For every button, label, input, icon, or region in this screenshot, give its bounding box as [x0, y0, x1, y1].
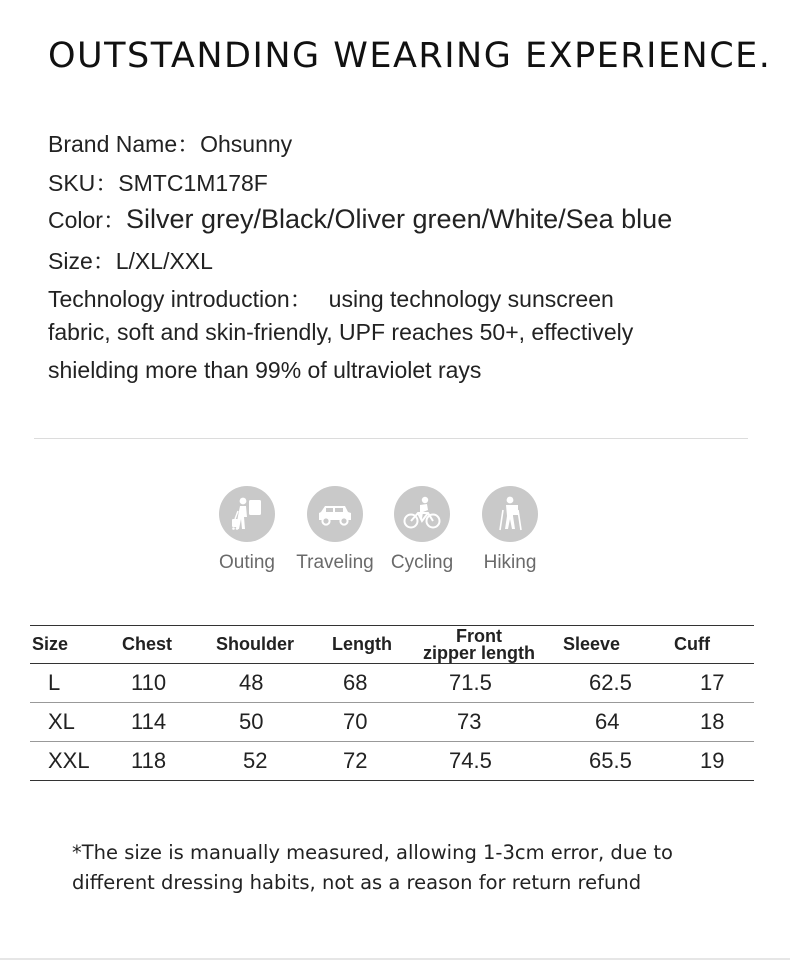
header-sleeve: Sleeve [545, 626, 662, 664]
activity-cycling [372, 486, 472, 574]
measurement-note-line1: *The size is manually measured, allowing 1-3cm error, due to [72, 841, 673, 864]
measurement-note [72, 838, 752, 898]
spec-technology [48, 281, 614, 314]
measurement-note-line2: different dressing habits, not as a reason for return refund [72, 871, 642, 894]
cyclist-icon [394, 486, 450, 542]
activity-outing-label: Outing [219, 552, 275, 573]
header-shoulder: Shoulder [201, 626, 319, 664]
cell-length: 72 [319, 742, 413, 781]
activity-traveling-label: Traveling [296, 552, 374, 573]
spec-color [48, 202, 672, 235]
table-row [30, 742, 754, 781]
bottom-divider [0, 958, 790, 960]
header-chest: Chest [108, 626, 201, 664]
spec-brand-label: Brand Name： [48, 131, 201, 157]
activity-hiking-label: Hiking [483, 552, 537, 573]
cell-sleeve: 65.5 [545, 742, 662, 781]
spec-size-label: Size： [48, 248, 116, 274]
cell-cuff: 18 [662, 703, 754, 742]
spec-sku-label: SKU： [48, 170, 119, 196]
size-table-header [30, 626, 754, 664]
cell-length: 68 [319, 664, 413, 703]
hiker-with-poles-icon [482, 486, 538, 542]
size-table [30, 625, 754, 781]
spec-sku [48, 165, 268, 198]
spec-color-value: Silver grey/Black/Oliver green/White/Sea blue [125, 204, 673, 234]
cell-shoulder: 48 [201, 664, 319, 703]
cell-cuff: 19 [662, 742, 754, 781]
header-front: Front [456, 625, 502, 646]
spec-technology-label: Technology introduction： [48, 286, 313, 312]
hiker-with-suitcase-icon [219, 486, 275, 542]
activity-traveling [285, 486, 385, 574]
spec-color-label: Color： [48, 207, 126, 233]
cell-front-zipper-length: 73 [413, 703, 545, 742]
header-cuff: Cuff [662, 626, 754, 664]
activity-outing [197, 486, 297, 574]
spec-technology-line3: shielding more than 99% of ultraviolet rays [48, 357, 482, 383]
activity-hiking [460, 486, 560, 574]
cell-front-zipper-length: 74.5 [413, 742, 545, 781]
cell-shoulder: 50 [201, 703, 319, 742]
spec-size-value: L/XL/XXL [115, 248, 213, 274]
spec-brand-value: Ohsunny [200, 131, 293, 157]
header-zipper-length: zipper length [423, 642, 535, 663]
header-length: Length [319, 626, 413, 664]
spec-size [48, 243, 213, 276]
car-icon [307, 486, 363, 542]
cell-size: XXL [30, 742, 108, 781]
cell-chest: 118 [108, 742, 201, 781]
cell-chest: 114 [108, 703, 201, 742]
header-front-zipper-length [413, 626, 545, 664]
cell-sleeve: 64 [545, 703, 662, 742]
spec-technology-line1: using technology sunscreen [328, 286, 614, 312]
spec-brand [48, 126, 292, 159]
activity-cycling-label: Cycling [390, 552, 454, 573]
section-divider [34, 438, 748, 439]
spec-sku-value: SMTC1M178F [118, 170, 268, 196]
cell-chest: 110 [108, 664, 201, 703]
page-headline: OUTSTANDING WEARING EXPERIENCE. [48, 36, 772, 76]
spec-technology-line2: fabric, soft and skin-friendly, UPF reaches 50+, effectively [48, 319, 634, 345]
table-row [30, 703, 754, 742]
cell-length: 70 [319, 703, 413, 742]
header-size: Size [30, 626, 108, 664]
cell-size: L [30, 664, 108, 703]
cell-front-zipper-length: 71.5 [413, 664, 545, 703]
cell-sleeve: 62.5 [545, 664, 662, 703]
table-row [30, 664, 754, 703]
cell-shoulder: 52 [201, 742, 319, 781]
cell-size: XL [30, 703, 108, 742]
cell-cuff: 17 [662, 664, 754, 703]
